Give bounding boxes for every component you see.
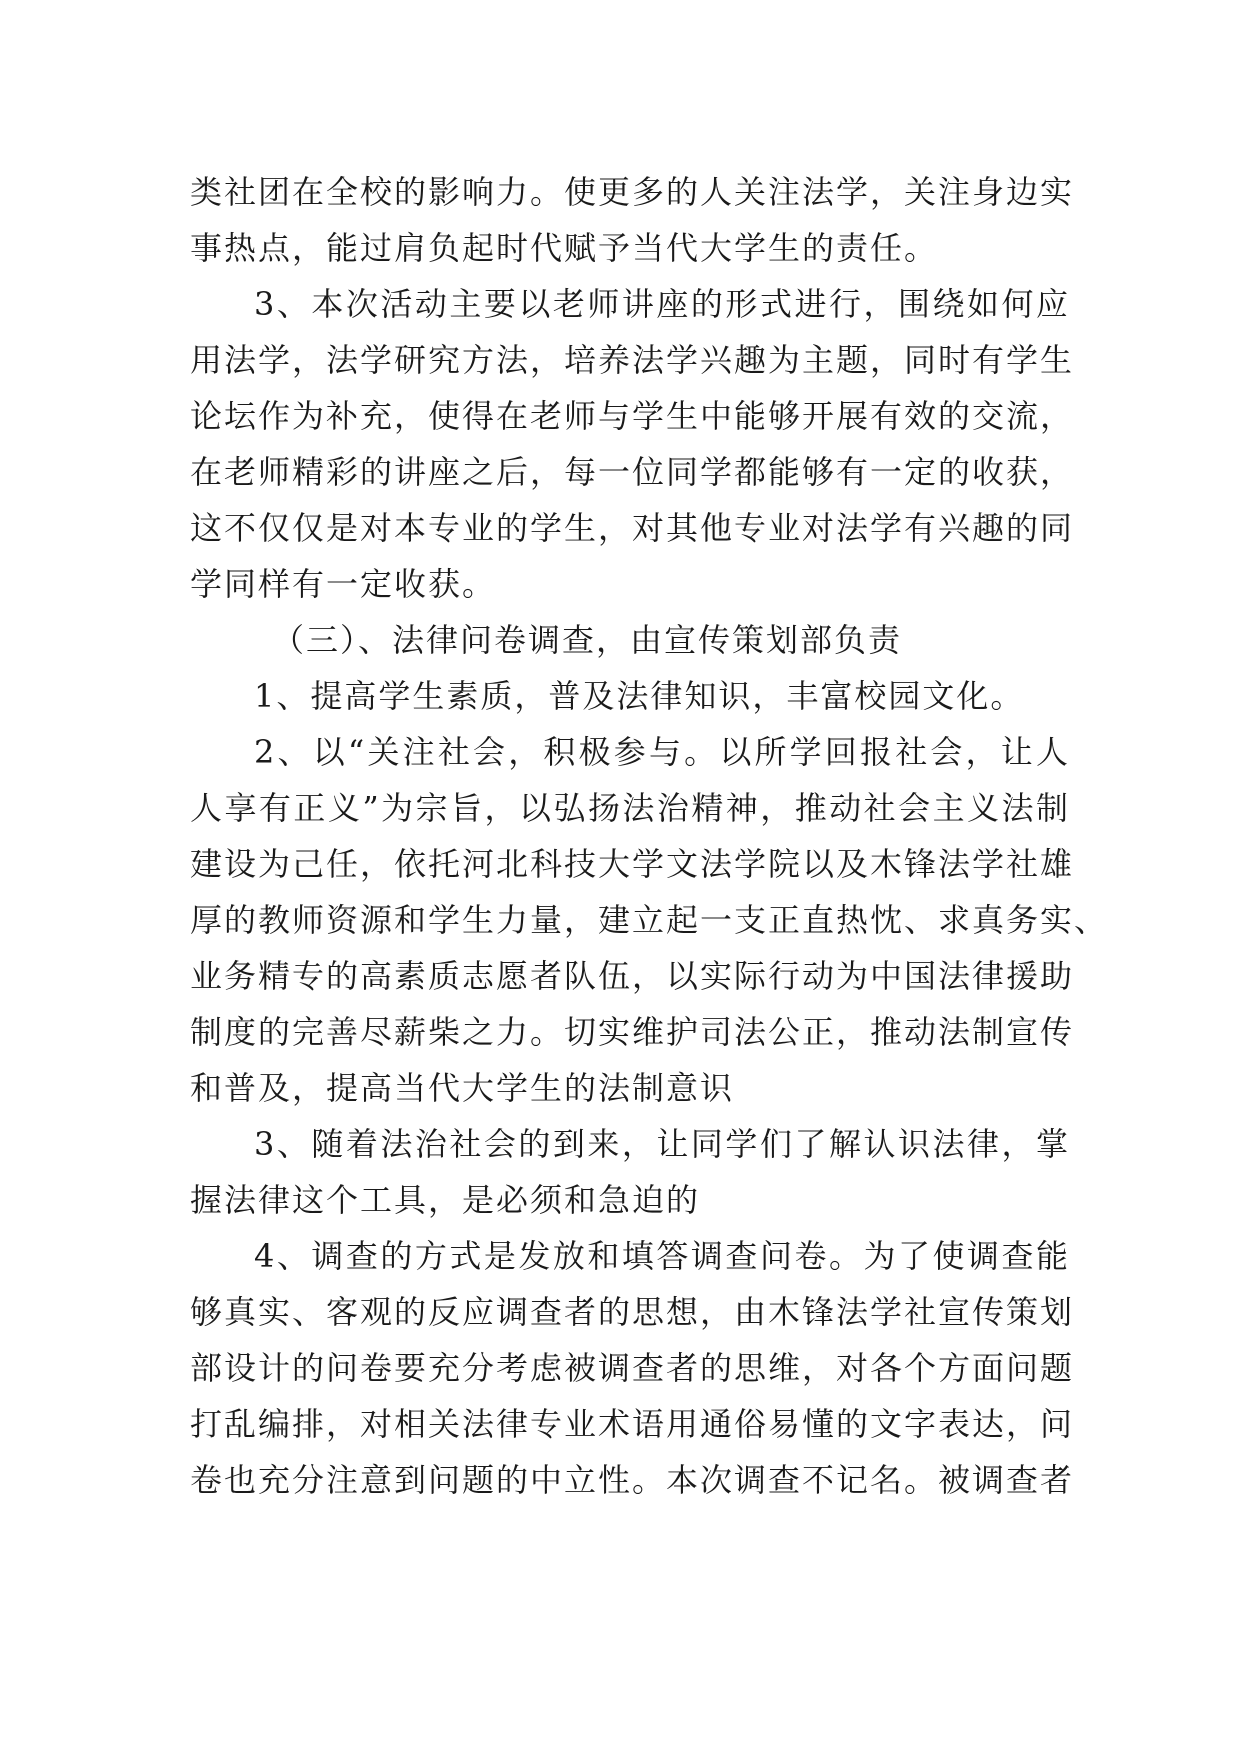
text-line: 在老师精彩的讲座之后，每一位同学都能够有一定的收获， <box>190 453 1075 491</box>
text-line: 4、调查的方式是发放和填答调查问卷。为了使调查能 <box>254 1237 1070 1275</box>
text-line: 人享有正义”为宗旨，以弘扬法治精神，推动社会主义法制 <box>190 789 1070 827</box>
text-line: 部设计的问卷要充分考虑被调查者的思维，对各个方面问题 <box>190 1349 1075 1387</box>
text-line: 卷也充分注意到问题的中立性。本次调查不记名。被调查者 <box>190 1461 1075 1499</box>
text-line: 厚的教师资源和学生力量，建立起一支正直热忱、求真务实、 <box>190 901 1109 939</box>
text-line: 这不仅仅是对本专业的学生，对其他专业对法学有兴趣的同 <box>190 509 1075 547</box>
text-line: 类社团在全校的影响力。使更多的人关注法学，关注身边实 <box>190 173 1075 211</box>
section-heading: （三）、法律问卷调查，由宣传策划部负责 <box>272 621 903 659</box>
text-line: 1、提高学生素质，普及法律知识，丰富校园文化。 <box>254 677 1025 715</box>
text-line: 用法学，法学研究方法，培养法学兴趣为主题，同时有学生 <box>190 341 1075 379</box>
text-line: 业务精专的高素质志愿者队伍，以实际行动为中国法律援助 <box>190 957 1075 995</box>
text-line: 3、随着法治社会的到来，让同学们了解认识法律，掌 <box>254 1125 1070 1163</box>
text-line: 握法律这个工具，是必须和急迫的 <box>190 1181 701 1219</box>
text-line: 够真实、客观的反应调查者的思想，由木锋法学社宣传策划 <box>190 1293 1075 1331</box>
text-line: 制度的完善尽薪柴之力。切实维护司法公正，推动法制宣传 <box>190 1013 1075 1051</box>
text-line: 3、本次活动主要以老师讲座的形式进行，围绕如何应 <box>254 285 1070 323</box>
text-line: 论坛作为补充，使得在老师与学生中能够开展有效的交流， <box>190 397 1075 435</box>
text-line: 学同样有一定收获。 <box>190 565 497 603</box>
text-line: 事热点，能过肩负起时代赋予当代大学生的责任。 <box>190 229 939 267</box>
text-line: 建设为己任，依托河北科技大学文法学院以及木锋法学社雄 <box>190 845 1075 883</box>
text-line: 打乱编排，对相关法律专业术语用通俗易懂的文字表达，问 <box>190 1405 1075 1443</box>
text-line: 和普及，提高当代大学生的法制意识 <box>190 1069 735 1107</box>
text-line: 2、以“关注社会，积极参与。以所学回报社会，让人 <box>254 733 1070 771</box>
